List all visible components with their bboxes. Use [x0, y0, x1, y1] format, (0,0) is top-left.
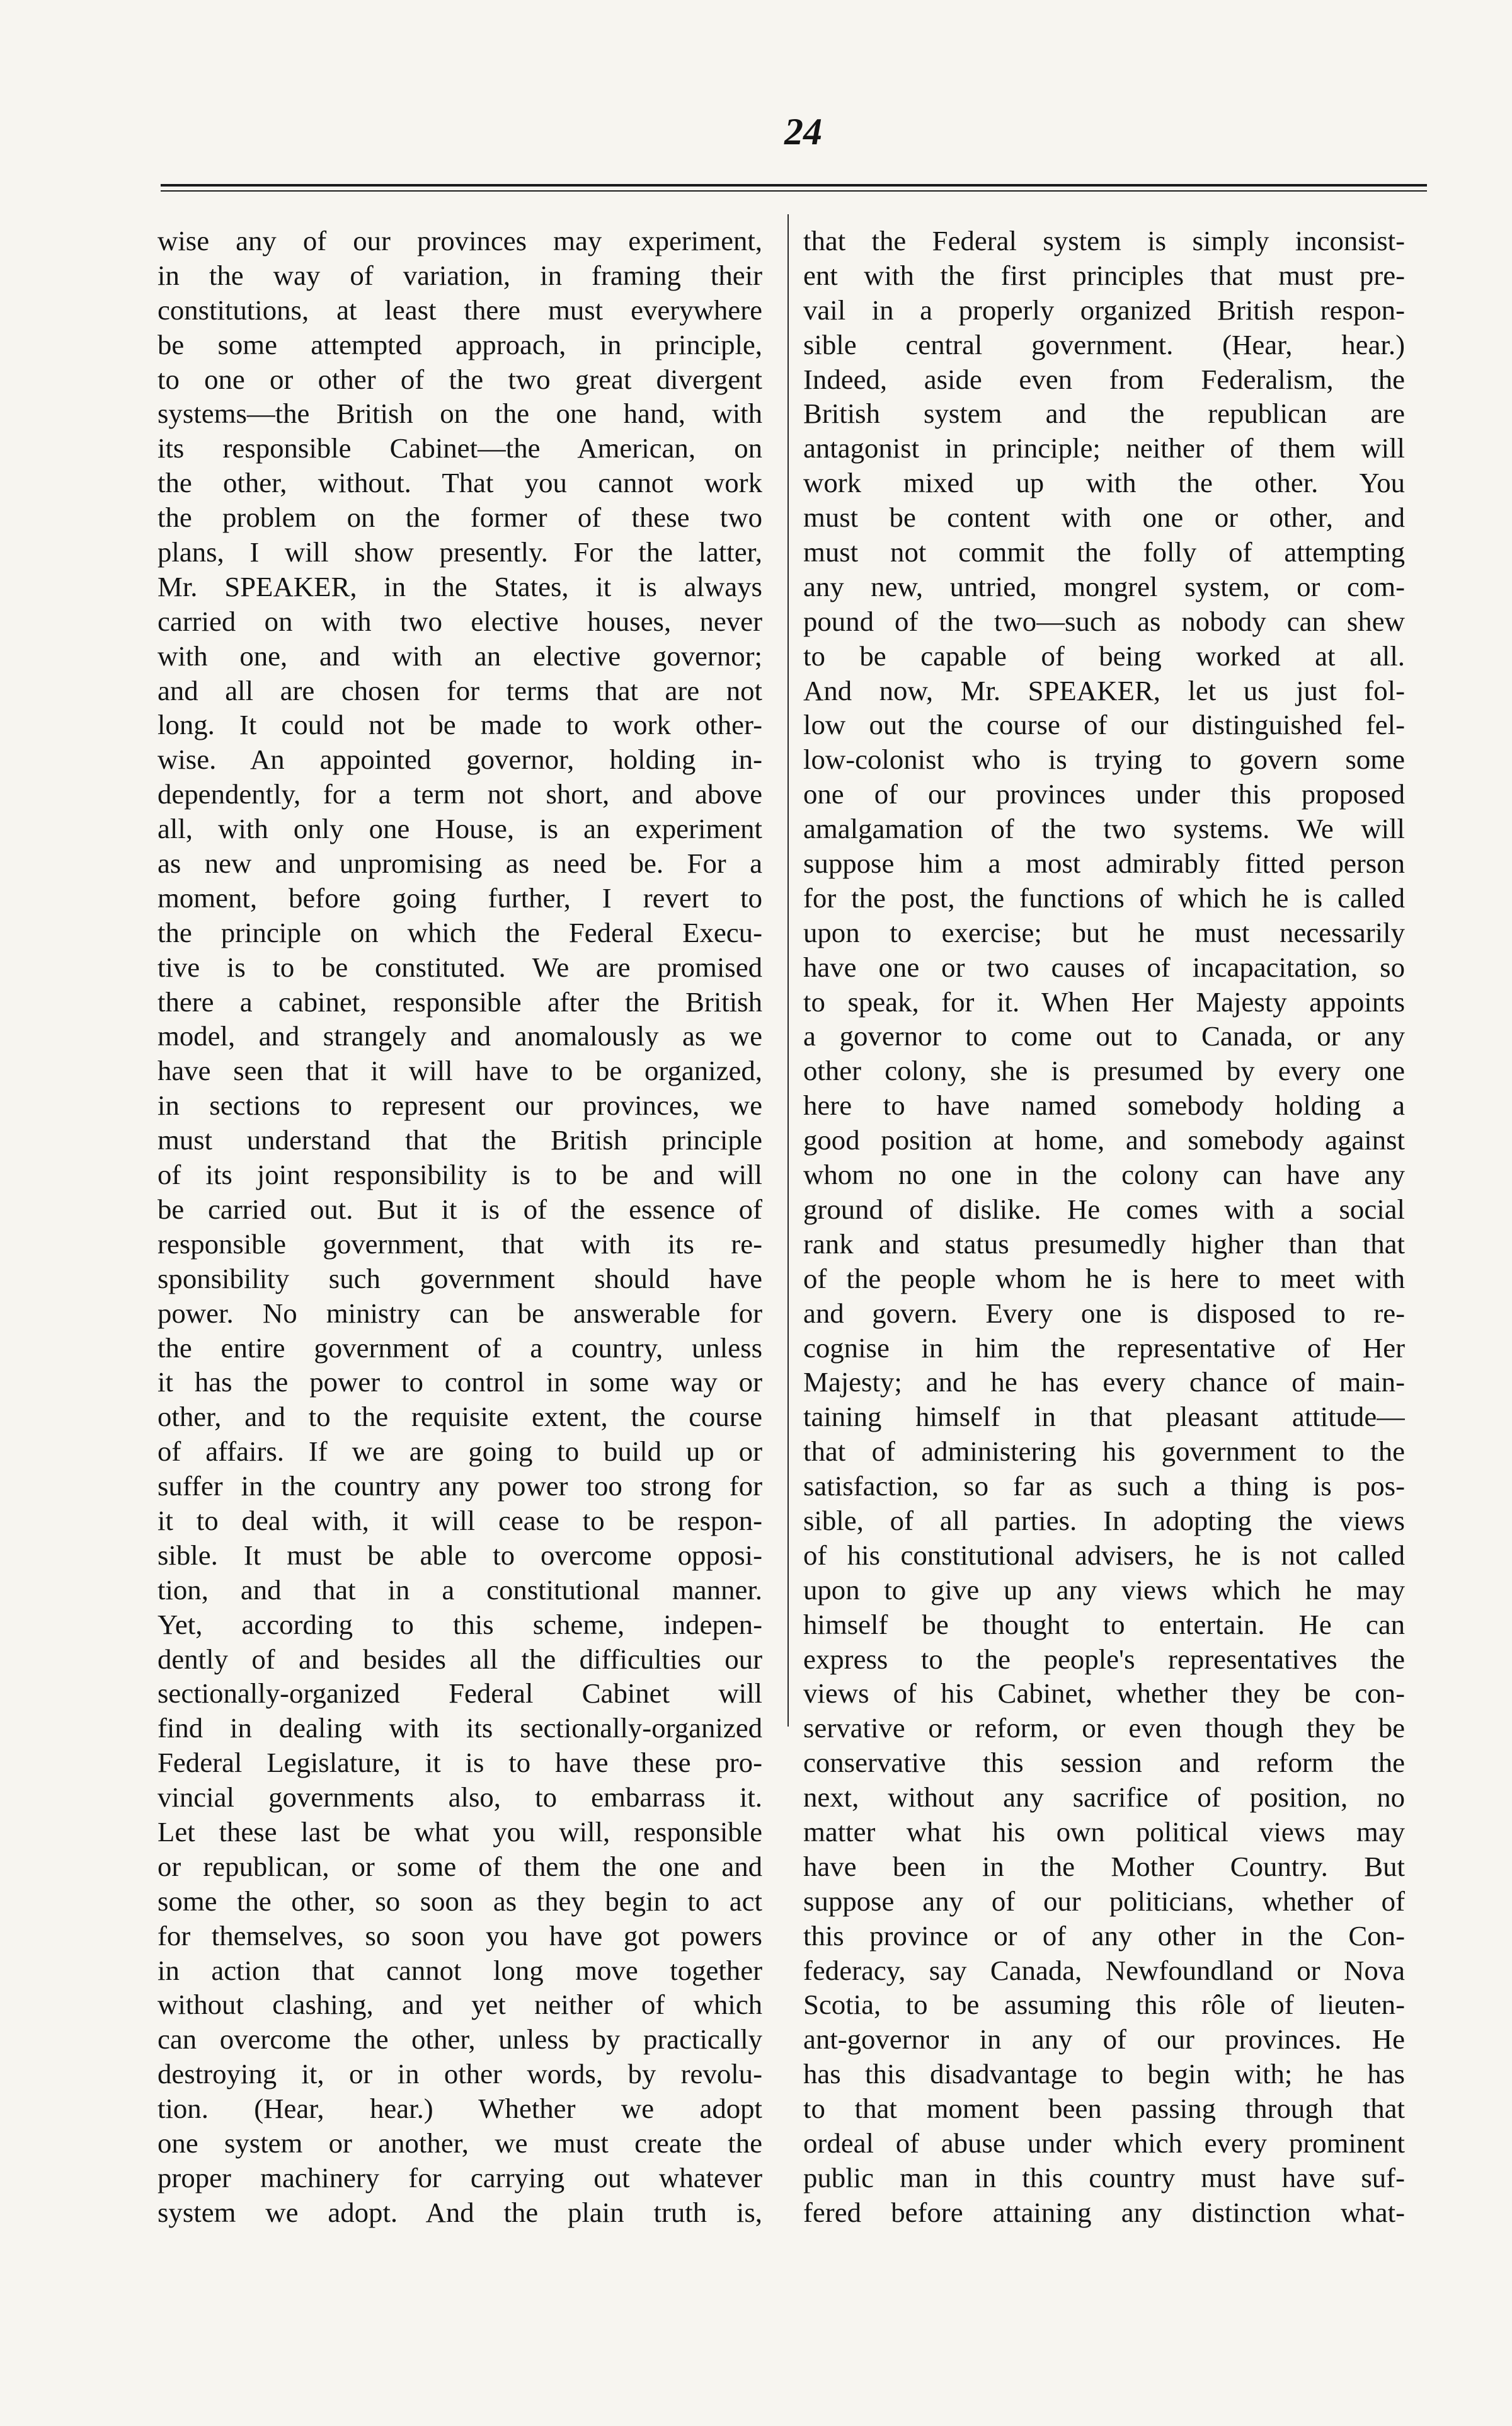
left-column — [158, 224, 762, 2230]
text-line: ground of dislike. He comes with a social — [803, 1193, 1405, 1225]
text-line: taining himself in that pleasant attitude— — [803, 1401, 1405, 1433]
text-line: wise. An appointed governor, holding in- — [158, 744, 762, 776]
text-line: upon to give up any views which he may — [803, 1573, 1405, 1606]
text-line: himself be thought to entertain. He can — [803, 1608, 1405, 1640]
text-line: federacy, say Canada, Newfoundland or Nova — [803, 1954, 1405, 1986]
text-line: low out the course of our distinguished fel- — [803, 709, 1405, 741]
text-line: fered before attaining any distinction what- — [803, 2196, 1405, 2228]
text-line: to be capable of being worked at all. — [803, 640, 1405, 672]
text-line: without clashing, and yet neither of which — [158, 1989, 762, 2021]
text-line: Majesty; and he has every chance of main- — [803, 1366, 1405, 1398]
text-line: And now, Mr. SPEAKER, let us just fol- — [803, 674, 1405, 706]
text-line: matter what his own political views may — [803, 1815, 1405, 1848]
text-line: to that moment been passing through that — [803, 2093, 1405, 2125]
text-line: the problem on the former of these two — [158, 502, 762, 534]
text-line: it to deal with, it will cease to be respon- — [158, 1504, 762, 1536]
text-line: destroying it, or in other words, by revolu- — [158, 2058, 762, 2090]
page-number: 24 — [784, 111, 822, 152]
text-line: Mr. SPEAKER, in the States, it is always — [158, 570, 762, 602]
text-line: that the Federal system is simply inconsist- — [803, 225, 1405, 256]
text-line: whom no one in the colony can have any — [803, 1159, 1405, 1191]
text-line: have been in the Mother Country. But — [803, 1850, 1405, 1882]
text-line: British system and the republican are — [803, 398, 1405, 430]
header-rule-thick — [161, 184, 1427, 187]
text-line: have one or two causes of incapacitation, so — [803, 951, 1405, 983]
text-line: upon to exercise; but he must necessarily — [803, 916, 1405, 948]
text-line: one of our provinces under this proposed — [803, 778, 1405, 810]
text-line: wise any of our provinces may experiment, — [158, 225, 762, 256]
text-line: satisfaction, so far as such a thing is pos- — [803, 1470, 1405, 1502]
text-line: ordeal of abuse under which every prominent — [803, 2127, 1405, 2159]
text-line: dependently, for a term not short, and above — [158, 778, 762, 810]
text-line: the entire government of a country, unless — [158, 1331, 762, 1364]
text-line: sible. It must be able to overcome opposi- — [158, 1539, 762, 1571]
text-line: for the post, the functions of which he is called — [803, 882, 1405, 914]
text-line: constitutions, at least there must everywhere — [158, 294, 762, 326]
text-line: antagonist in principle; neither of them will — [803, 432, 1405, 464]
text-line: Yet, according to this scheme, indepen- — [158, 1608, 762, 1640]
text-line: for themselves, so soon you have got powers — [158, 1919, 762, 1952]
text-line: find in dealing with its sectionally-organized — [158, 1712, 762, 1744]
text-line: tion. (Hear, hear.) Whether we adopt — [158, 2093, 762, 2125]
text-line: responsible government, that with its re- — [158, 1227, 762, 1260]
text-line: the principle on which the Federal Execu- — [158, 916, 762, 948]
text-line: Let these last be what you will, responsible — [158, 1815, 762, 1848]
text-line: to speak, for it. When Her Majesty appoints — [803, 986, 1405, 1018]
text-line: of the people whom he is here to meet with — [803, 1262, 1405, 1294]
text-line: next, without any sacrifice of position, no — [803, 1781, 1405, 1814]
text-line: ant-governor in any of our provinces. He — [803, 2023, 1405, 2055]
text-line: to one or other of the two great divergent — [158, 363, 762, 395]
text-line: or republican, or some of them the one and — [158, 1850, 762, 1882]
text-line: sponsibility such government should have — [158, 1262, 762, 1294]
text-line: servative or reform, or even though they be — [803, 1712, 1405, 1744]
text-line: conservative this session and reform the — [803, 1747, 1405, 1779]
text-line: all, with only one House, is an experiment — [158, 813, 762, 845]
text-line: there a cabinet, responsible after the British — [158, 986, 762, 1018]
text-line: of affairs. If we are going to build up or — [158, 1435, 762, 1468]
text-line: system we adopt. And the plain truth is, — [158, 2196, 762, 2228]
text-line: with one, and with an elective governor; — [158, 640, 762, 672]
text-line: as new and unpromising as need be. For a — [158, 848, 762, 880]
text-line: can overcome the other, unless by practically — [158, 2023, 762, 2055]
text-line: work mixed up with the other. You — [803, 467, 1405, 499]
right-column — [803, 224, 1405, 2230]
text-line: this province or of any other in the Con- — [803, 1919, 1405, 1952]
text-line: other, and to the requisite extent, the course — [158, 1401, 762, 1433]
text-line: its responsible Cabinet—the American, on — [158, 432, 762, 464]
text-line: must be content with one or other, and — [803, 502, 1405, 534]
text-line: power. No ministry can be answerable for — [158, 1297, 762, 1329]
text-line: has this disadvantage to begin with; he has — [803, 2058, 1405, 2090]
text-line: one system or another, we must create the — [158, 2127, 762, 2159]
text-line: suppose any of our politicians, whether of — [803, 1885, 1405, 1917]
text-line: low-colonist who is trying to govern some — [803, 744, 1405, 776]
text-line: Scotia, to be assuming this rôle of lieuten- — [803, 1989, 1405, 2021]
text-line: public man in this country must have suf- — [803, 2161, 1405, 2193]
text-line: the other, without. That you cannot work — [158, 467, 762, 499]
text-line: must understand that the British principle — [158, 1124, 762, 1156]
text-line: tion, and that in a constitutional manner. — [158, 1573, 762, 1606]
text-line: long. It could not be made to work other- — [158, 709, 762, 741]
text-line: any new, untried, mongrel system, or com- — [803, 570, 1405, 602]
text-line: systems—the British on the one hand, with — [158, 398, 762, 430]
text-line: in action that cannot long move together — [158, 1954, 762, 1986]
text-line: some the other, so soon as they begin to act — [158, 1885, 762, 1917]
text-line: amalgamation of the two systems. We will — [803, 813, 1405, 845]
text-line: vail in a properly organized British respon- — [803, 294, 1405, 326]
text-line: ent with the first principles that must pre- — [803, 259, 1405, 291]
text-line: be carried out. But it is of the essence of — [158, 1193, 762, 1225]
text-line: express to the people's representatives the — [803, 1643, 1405, 1675]
text-line: proper machinery for carrying out whatever — [158, 2161, 762, 2193]
text-line: suffer in the country any power too strong for — [158, 1470, 762, 1502]
text-line: it has the power to control in some way or — [158, 1366, 762, 1398]
text-line: that of administering his government to the — [803, 1435, 1405, 1468]
text-line: have seen that it will have to be organized, — [158, 1055, 762, 1087]
text-line: tive is to be constituted. We are promised — [158, 951, 762, 983]
text-line: and all are chosen for terms that are not — [158, 674, 762, 706]
text-line: rank and status presumedly higher than that — [803, 1227, 1405, 1260]
text-line: model, and strangely and anomalously as we — [158, 1020, 762, 1052]
text-line: Federal Legislature, it is to have these pro- — [158, 1747, 762, 1779]
text-line: good position at home, and somebody against — [803, 1124, 1405, 1156]
text-line: pound of the two—such as nobody can shew — [803, 605, 1405, 637]
text-line: cognise in him the representative of Her — [803, 1331, 1405, 1364]
text-line: must not commit the folly of attempting — [803, 536, 1405, 568]
column-divider — [788, 214, 789, 1727]
text-line: of his constitutional advisers, he is not called — [803, 1539, 1405, 1571]
text-line: in sections to represent our provinces, we — [158, 1089, 762, 1122]
text-line: in the way of variation, in framing their — [158, 259, 762, 291]
header-rule-thin — [161, 190, 1427, 192]
text-line: other colony, she is presumed by every one — [803, 1055, 1405, 1087]
text-line: moment, before going further, I revert to — [158, 882, 762, 914]
text-line: a governor to come out to Canada, or any — [803, 1020, 1405, 1052]
text-line: be some attempted approach, in principle, — [158, 328, 762, 360]
text-line: carried on with two elective houses, never — [158, 605, 762, 637]
text-line: dently of and besides all the difficulties our — [158, 1643, 762, 1675]
text-line: Indeed, aside even from Federalism, the — [803, 363, 1405, 395]
text-line: sible, of all parties. In adopting the views — [803, 1504, 1405, 1536]
text-line: plans, I will show presently. For the latter, — [158, 536, 762, 568]
text-line: here to have named somebody holding a — [803, 1089, 1405, 1122]
text-line: suppose him a most admirably fitted person — [803, 848, 1405, 880]
text-line: vincial governments also, to embarrass it. — [158, 1781, 762, 1814]
text-line: sible central government. (Hear, hear.) — [803, 328, 1405, 360]
text-line: of its joint responsibility is to be and will — [158, 1159, 762, 1191]
text-line: sectionally-organized Federal Cabinet will — [158, 1677, 762, 1710]
text-line: views of his Cabinet, whether they be con- — [803, 1677, 1405, 1710]
text-line: and govern. Every one is disposed to re- — [803, 1297, 1405, 1329]
